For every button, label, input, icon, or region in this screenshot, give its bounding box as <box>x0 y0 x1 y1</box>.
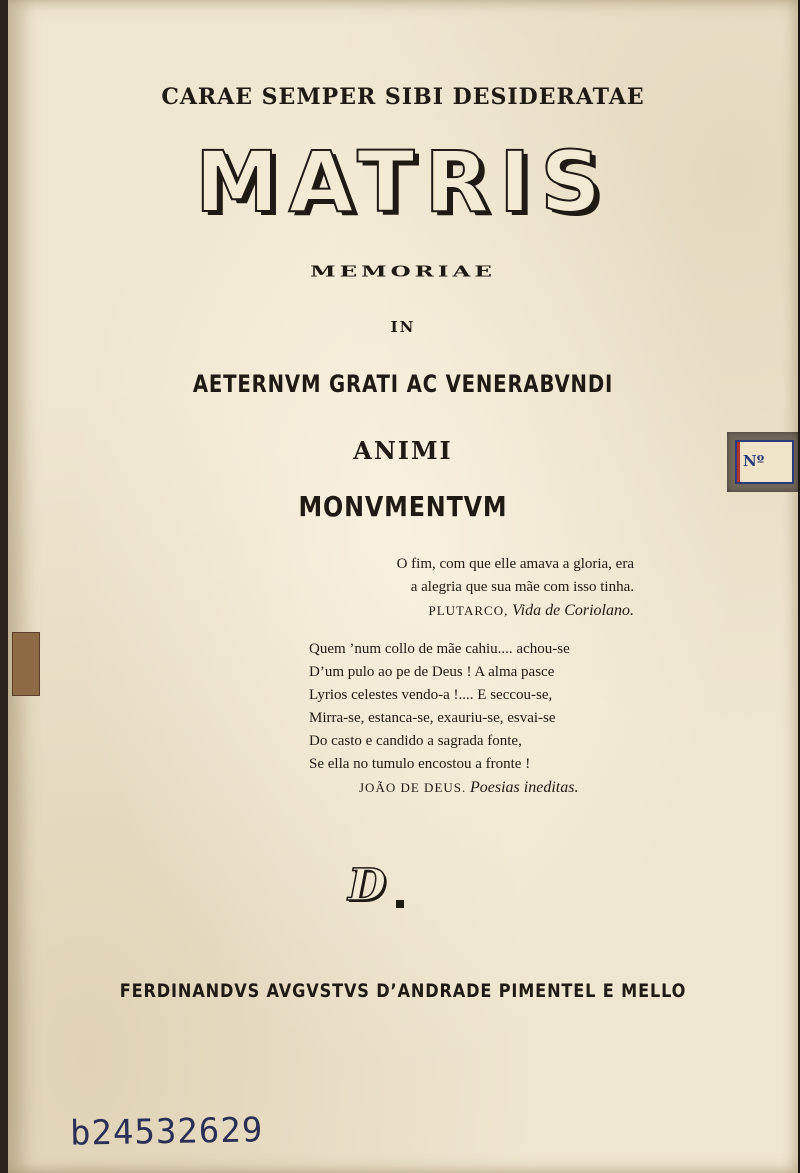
subtitle-memoriae: MEMORIAE <box>310 262 496 281</box>
epigraph-joao-de-deus <box>309 638 578 800</box>
word-monumentum: MONVMENTVM <box>298 490 508 523</box>
monogram: D <box>348 860 387 911</box>
epigraph-line: a alegria que sua mãe com isso tinha. <box>410 579 634 595</box>
poem-line: Mirra-se, estanca-se, exauriu-se, esvai-se <box>309 710 556 726</box>
word-in: IN <box>390 318 416 336</box>
poem-line: D’um pulo ao pe de Deus ! A alma pasce <box>309 664 555 680</box>
poem-work: Poesias ineditas. <box>470 779 579 796</box>
monogram-dot <box>396 900 404 908</box>
shelf-label-stripe <box>737 442 740 482</box>
dedication-line-3: AETERNVM GRATI AC VENERABVNDI <box>192 370 614 398</box>
shelf-label <box>727 432 798 492</box>
accession-number: b24532629 <box>69 1110 264 1154</box>
poem-author: JOÃO DE DEUS. <box>359 780 467 795</box>
poem-line: Se ella no tumulo encostou a fronte ! <box>309 756 531 772</box>
shelf-label-card <box>735 440 794 484</box>
shelf-label-text: Nº <box>743 452 765 470</box>
epigraph-attribution <box>397 599 634 623</box>
paper-tab <box>12 632 40 696</box>
main-title: MATRIS <box>195 133 611 231</box>
author-name: FERDINANDVS AVGVSTVS D’ANDRADE PIMENTEL E MELLO <box>119 980 687 1002</box>
poem-attribution <box>309 776 578 800</box>
epigraph-work: Vida de Coriolano. <box>512 602 634 619</box>
epigraph-line: O fim, com que elle amava a gloria, era <box>396 556 634 572</box>
word-animi: ANIMI <box>353 436 453 465</box>
poem-line: Do casto e candido a sagrada fonte, <box>309 733 522 749</box>
epigraph-plutarch <box>397 553 634 623</box>
book-spine-edge <box>0 0 8 1173</box>
poem-line: Quem ’num collo de mãe cahiu.... achou-se <box>309 641 570 657</box>
dedication-line: CARAE SEMPER SIBI DESIDERATAE <box>161 84 645 110</box>
poem-line: Lyrios celestes vendo-a !.... E seccou-se, <box>309 687 553 703</box>
epigraph-author: PLUTARCO, <box>428 603 509 618</box>
